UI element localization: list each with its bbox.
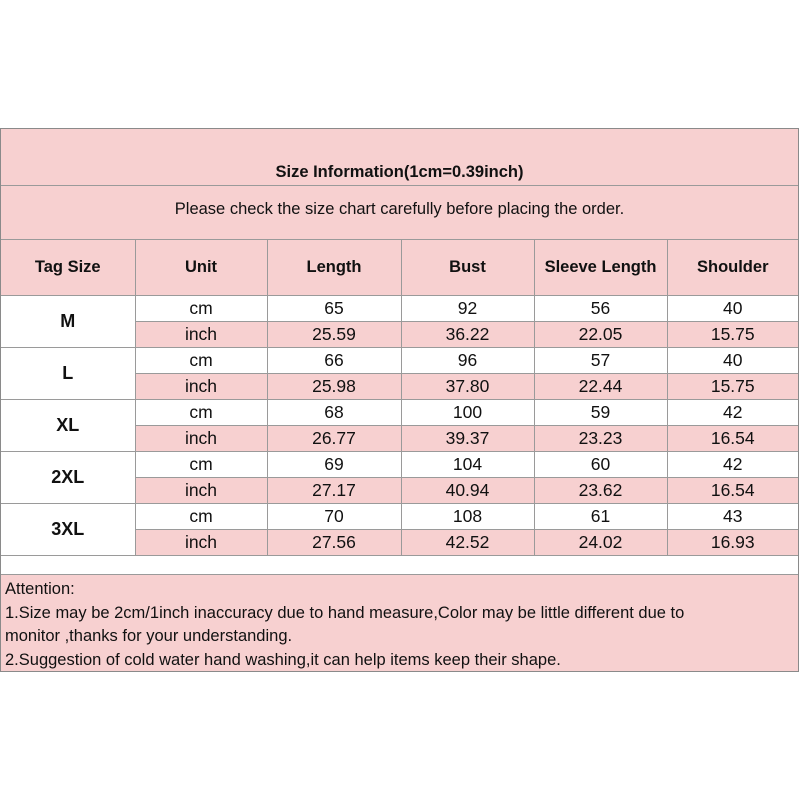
sleeve-length-cell: 24.02 [534, 530, 667, 556]
unit-cell: inch [135, 530, 267, 556]
tag-size-cell: XL [1, 400, 135, 452]
unit-cell: inch [135, 426, 267, 452]
unit-cell: cm [135, 452, 267, 478]
unit-cell: inch [135, 478, 267, 504]
attention-note-2: 2.Suggestion of cold water hand washing,it can help items keep their shape. [5, 650, 561, 669]
shoulder-cell: 42 [667, 400, 798, 426]
sleeve-length-cell: 22.44 [534, 374, 667, 400]
attention-note-1-continued: monitor ,thanks for your understanding. [5, 627, 293, 645]
bust-cell: 40.94 [401, 478, 534, 504]
length-cell: 27.56 [267, 530, 401, 556]
attention-note-1: 1.Size may be 2cm/1inch inaccuracy due to hand measure,Color may be little different due to [5, 603, 685, 622]
tag-size-cell: 2XL [1, 452, 135, 504]
shoulder-cell: 16.54 [667, 478, 798, 504]
shoulder-cell: 15.75 [667, 322, 798, 348]
sleeve-length-cell: 61 [534, 504, 667, 530]
table-row [1, 348, 798, 374]
sleeve-length-cell: 23.23 [534, 426, 667, 452]
unit-cell: inch [135, 322, 267, 348]
table-row [1, 452, 798, 478]
attention-notes [1, 574, 798, 671]
shoulder-cell: 16.93 [667, 530, 798, 556]
sleeve-length-cell: 56 [534, 296, 667, 322]
chart-title: Size Information(1cm=0.39inch) [1, 129, 798, 186]
attention-heading: Attention: [5, 580, 75, 598]
header-shoulder: Shoulder [667, 240, 798, 296]
unit-cell: cm [135, 400, 267, 426]
bust-cell: 100 [401, 400, 534, 426]
header-sleeve-length: Sleeve Length [534, 240, 667, 296]
size-chart [0, 128, 799, 672]
length-cell: 69 [267, 452, 401, 478]
header-unit: Unit [135, 240, 267, 296]
length-cell: 27.17 [267, 478, 401, 504]
length-cell: 68 [267, 400, 401, 426]
header-row [1, 240, 798, 296]
bust-cell: 108 [401, 504, 534, 530]
table-row [1, 296, 798, 322]
tag-size-cell: 3XL [1, 504, 135, 556]
length-cell: 65 [267, 296, 401, 322]
length-cell: 26.77 [267, 426, 401, 452]
chart-notice: Please check the size chart carefully before placing the order. [1, 186, 798, 240]
header-tag-size: Tag Size [1, 240, 135, 296]
bust-cell: 37.80 [401, 374, 534, 400]
shoulder-cell: 15.75 [667, 374, 798, 400]
length-cell: 25.59 [267, 322, 401, 348]
bust-cell: 42.52 [401, 530, 534, 556]
sleeve-length-cell: 57 [534, 348, 667, 374]
shoulder-cell: 42 [667, 452, 798, 478]
sleeve-length-cell: 23.62 [534, 478, 667, 504]
bust-cell: 96 [401, 348, 534, 374]
unit-cell: cm [135, 348, 267, 374]
length-cell: 66 [267, 348, 401, 374]
shoulder-cell: 40 [667, 296, 798, 322]
bust-cell: 92 [401, 296, 534, 322]
unit-cell: cm [135, 296, 267, 322]
table-row [1, 504, 798, 530]
length-cell: 25.98 [267, 374, 401, 400]
bust-cell: 104 [401, 452, 534, 478]
tag-size-cell: L [1, 348, 135, 400]
bust-cell: 39.37 [401, 426, 534, 452]
shoulder-cell: 40 [667, 348, 798, 374]
bust-cell: 36.22 [401, 322, 534, 348]
table-row [1, 400, 798, 426]
size-table [1, 240, 798, 556]
shoulder-cell: 43 [667, 504, 798, 530]
tag-size-cell: M [1, 296, 135, 348]
sleeve-length-cell: 59 [534, 400, 667, 426]
length-cell: 70 [267, 504, 401, 530]
header-bust: Bust [401, 240, 534, 296]
sleeve-length-cell: 60 [534, 452, 667, 478]
shoulder-cell: 16.54 [667, 426, 798, 452]
unit-cell: cm [135, 504, 267, 530]
unit-cell: inch [135, 374, 267, 400]
header-length: Length [267, 240, 401, 296]
sleeve-length-cell: 22.05 [534, 322, 667, 348]
